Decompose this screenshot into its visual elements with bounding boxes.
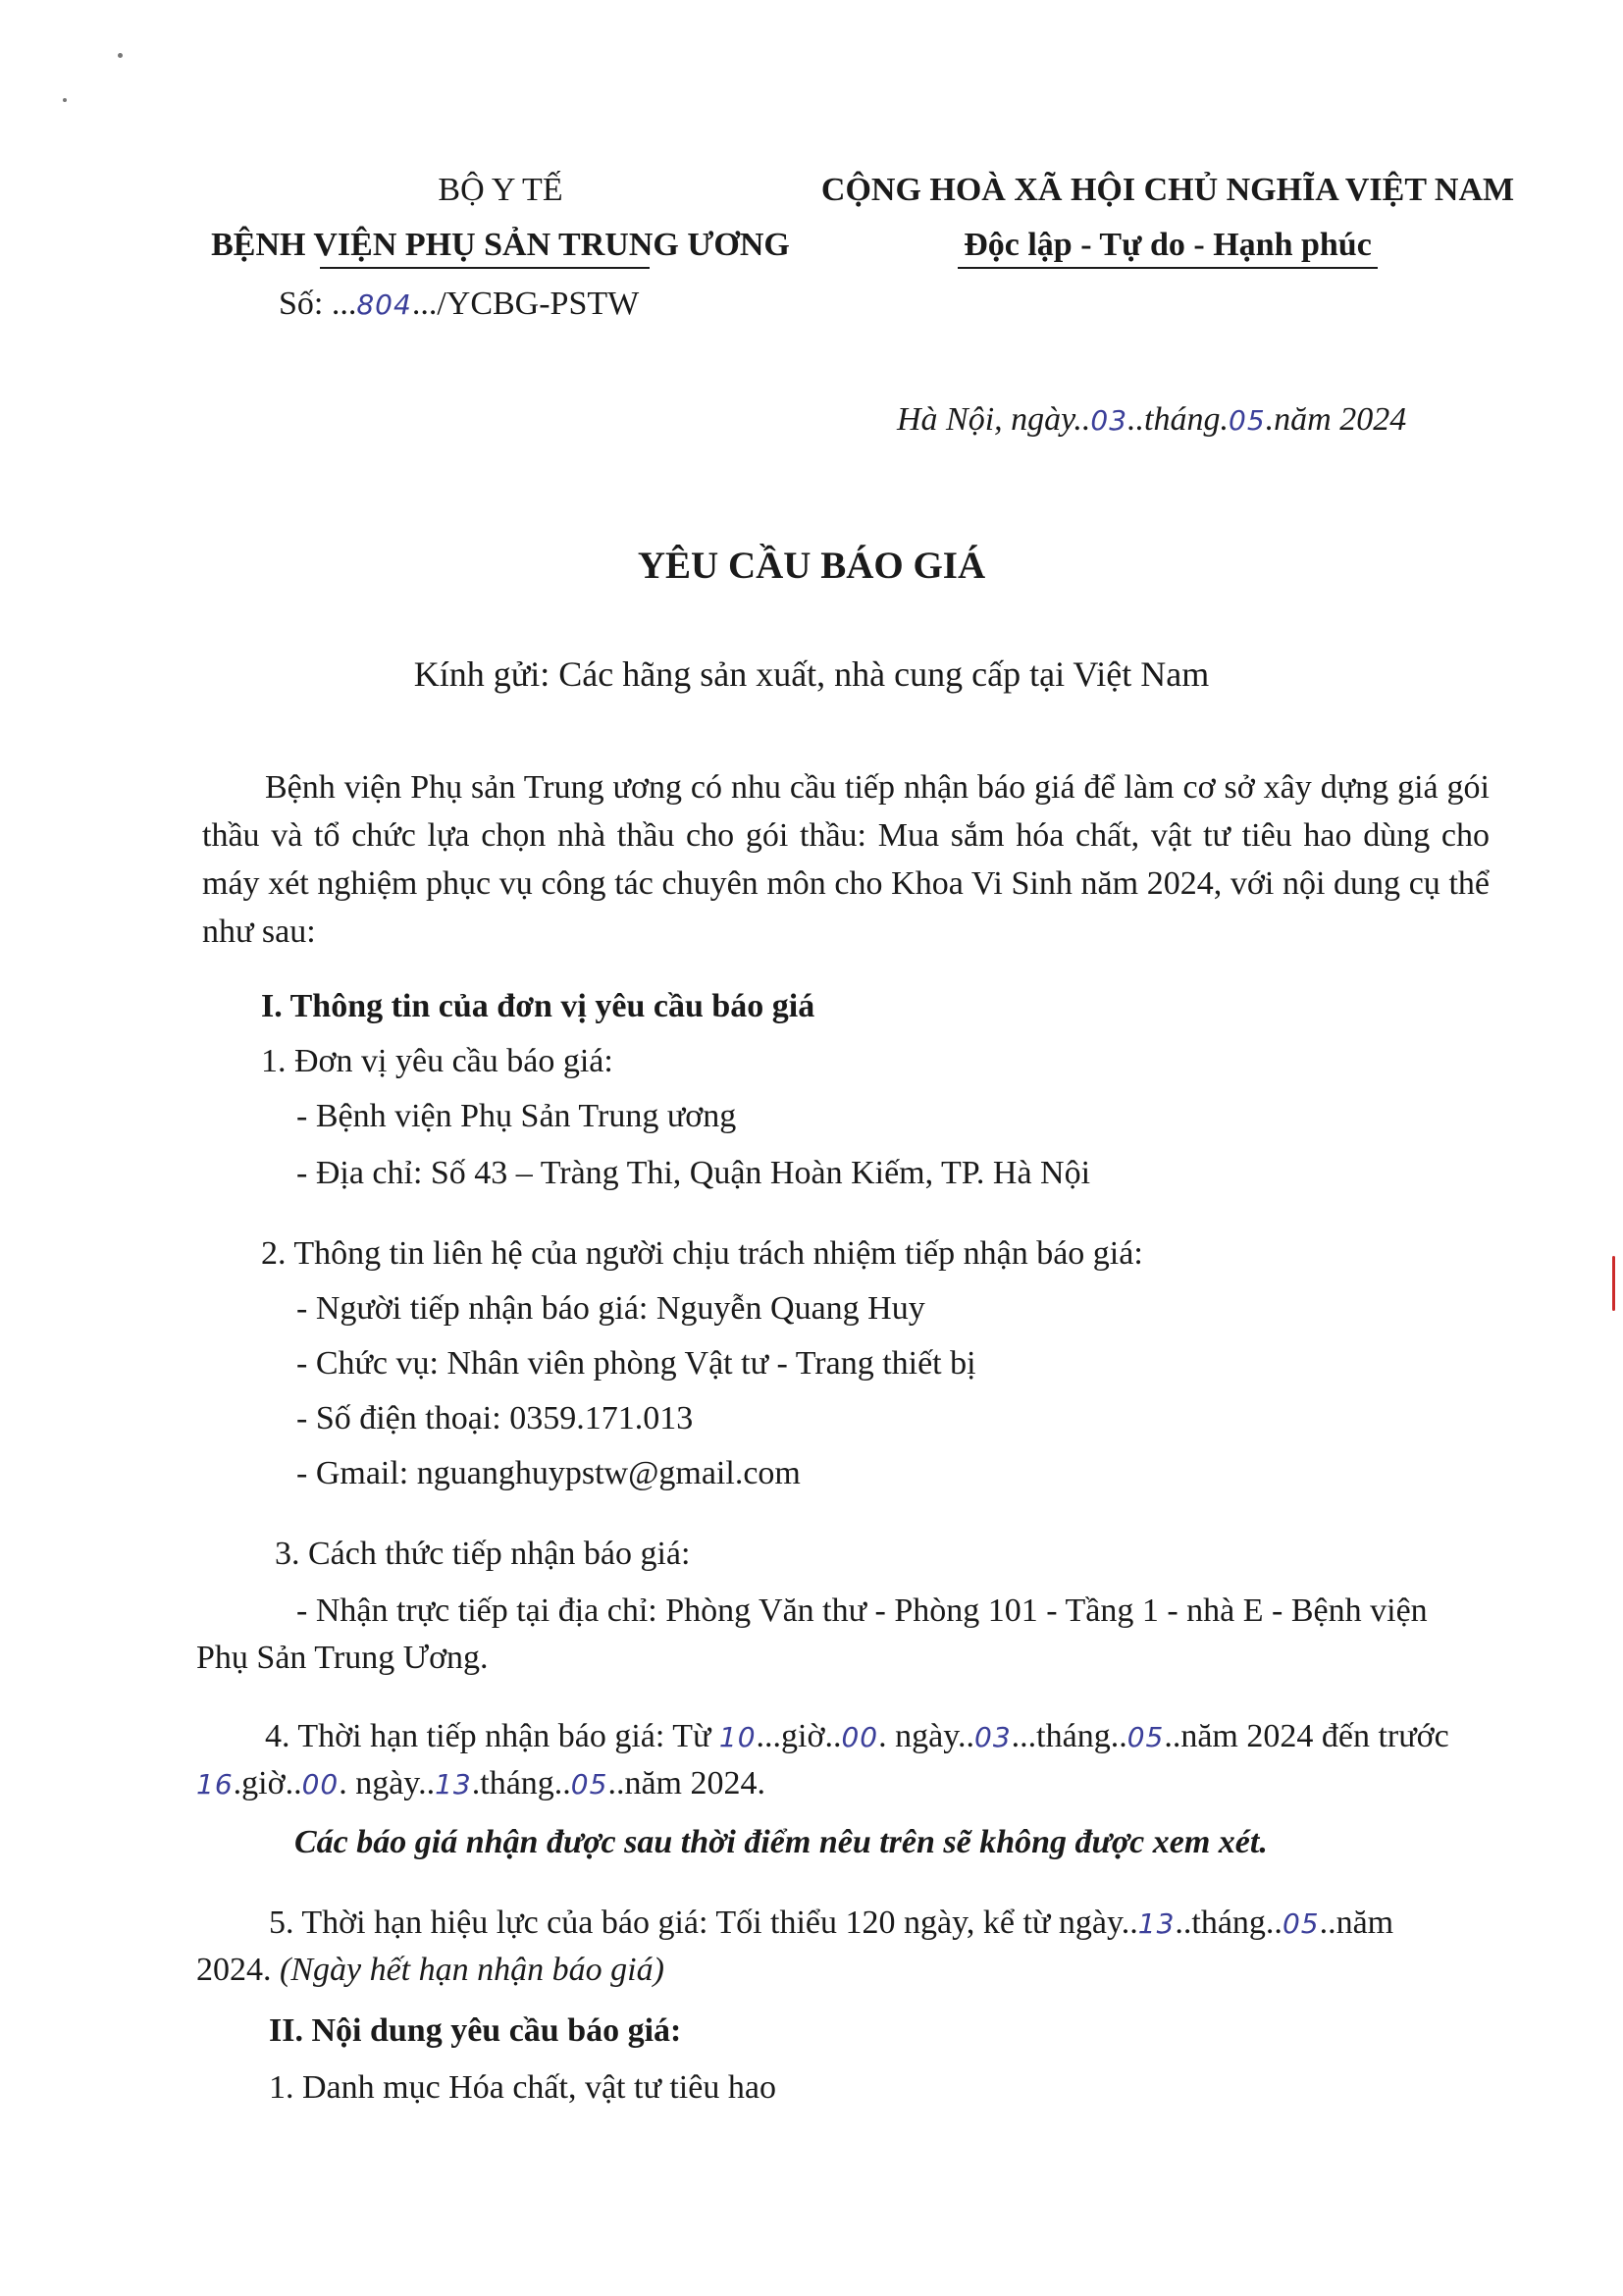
item4-hour-start: 10 [718,1721,757,1753]
item4-month-start: 05 [1126,1721,1165,1753]
motto-underline [958,267,1378,269]
section1-item2-email: - Gmail: nguanghuypstw@gmail.com [296,1455,801,1491]
scan-speck [63,98,67,102]
item5-text-2: ..tháng.. [1175,1905,1283,1941]
hospital-underline [320,267,650,269]
section1-item3-line1: - Nhận trực tiếp tại địa chỉ: Phòng Văn thư - Phòng 101 - Tầng 1 - nhà E - Bệnh viện [296,1592,1428,1629]
section1-item4-note: Các báo giá nhận được sau thời điểm nêu trên sẽ không được xem xét. [294,1824,1268,1860]
hospital-name: BỆNH VIỆN PHỤ SẢN TRUNG ƯƠNG [211,227,790,263]
scan-speck [118,53,123,58]
item4-text-4: ...tháng.. [1011,1718,1127,1754]
document-number [279,283,639,326]
item4-text-2: ...giờ.. [756,1718,842,1754]
date-year-label: .năm 2024 [1265,401,1407,438]
section1-item4-line1 [265,1715,1449,1758]
section2-item1-title: 1. Danh mục Hóa chất, vật tư tiêu hao [269,2069,776,2106]
item5-text-1: 5. Thời hạn hiệu lực của báo giá: Tối thiểu 120 ngày, kể từ ngày.. [269,1905,1138,1941]
item4-day-start: 03 [974,1721,1012,1753]
document-title: YÊU CẦU BÁO GIÁ [637,545,986,587]
item4-text-7: . ngày.. [339,1765,436,1801]
item4-text-5: ..năm 2024 đến trước [1164,1718,1449,1754]
item5-note: (Ngày hết hạn nhận báo giá) [280,1952,664,1988]
national-motto: Độc lập - Tự do - Hạnh phúc [964,227,1372,263]
date-line [897,398,1406,442]
section1-item4-line2 [196,1762,765,1805]
section1-item1-name: - Bệnh viện Phụ Sản Trung ương [296,1098,737,1134]
doc-number-handwritten: 804 [356,288,412,321]
item4-hour-end: 16 [196,1768,234,1800]
item4-day-end: 13 [435,1768,472,1800]
section1-item1-address: - Địa chỉ: Số 43 – Tràng Thi, Quận Hoàn Kiếm, TP. Hà Nội [296,1155,1091,1191]
section1-item5-line1 [269,1902,1393,1945]
section1-item1-title: 1. Đơn vị yêu cầu báo giá: [261,1043,613,1079]
section1-item2-position: - Chức vụ: Nhân viên phòng Vật tư - Trang thiết bị [296,1345,976,1382]
section1-heading: I. Thông tin của đơn vị yêu cầu báo giá [261,988,815,1024]
section1-item2-phone: - Số điện thoại: 0359.171.013 [296,1400,694,1436]
doc-number-prefix: Số: ... [279,286,357,322]
section1-item3-title: 3. Cách thức tiếp nhận báo giá: [275,1536,691,1572]
date-month-label: ..tháng. [1127,401,1229,438]
item4-text-8: .tháng.. [471,1765,571,1801]
section1-item2-title: 2. Thông tin liên hệ của người chịu trách nhiệm tiếp nhận báo giá: [261,1235,1143,1272]
item5-text-3: ..năm [1319,1905,1394,1941]
item4-text-9: ..năm 2024. [607,1765,765,1801]
item4-text-6: .giờ.. [233,1765,302,1801]
item5-month: 05 [1282,1907,1320,1940]
intro-paragraph [202,763,1490,956]
section1-item3-line2: Phụ Sản Trung Ương. [196,1640,489,1676]
item4-minute-start: 00 [841,1721,879,1753]
item4-text-3: . ngày.. [878,1718,975,1754]
item5-day: 13 [1137,1907,1176,1940]
country-name: CỘNG HOÀ XÃ HỘI CHỦ NGHĨA VIỆT NAM [820,172,1515,208]
ministry-name: BỘ Y TẾ [438,172,563,208]
doc-number-suffix: .../YCBG-PSTW [411,286,640,322]
item5-year: 2024. [196,1952,280,1988]
section2-heading: II. Nội dung yêu cầu báo giá: [269,2012,682,2049]
item4-minute-end: 00 [301,1768,340,1800]
section1-item5-line2 [196,1949,664,1992]
intro-text: Bệnh viện Phụ sản Trung ương có nhu cầu tiếp nhận báo giá để làm cơ sở xây dựng giá gói thầu và tổ chức lựa chọn nhà thầu cho gói thầu: Mua sắm hóa chất, vật tư tiêu hao dùng cho máy xét nghiệm phục vụ công tác chuyên môn cho Khoa Vi Sinh năm 2024, với nội dung cụ thể như sau: [202,769,1490,950]
date-day-handwritten: 03 [1090,404,1128,437]
date-city-prefix: Hà Nội, ngày.. [897,401,1091,438]
item4-text-1: 4. Thời hạn tiếp nhận báo giá: Từ [265,1718,719,1754]
red-margin-mark [1612,1256,1615,1311]
section1-item2-person: - Người tiếp nhận báo giá: Nguyễn Quang Huy [296,1290,925,1327]
item4-month-end: 05 [570,1768,608,1800]
addressee: Kính gửi: Các hãng sản xuất, nhà cung cấp tại Việt Nam [413,654,1210,694]
date-month-handwritten: 05 [1229,404,1266,437]
